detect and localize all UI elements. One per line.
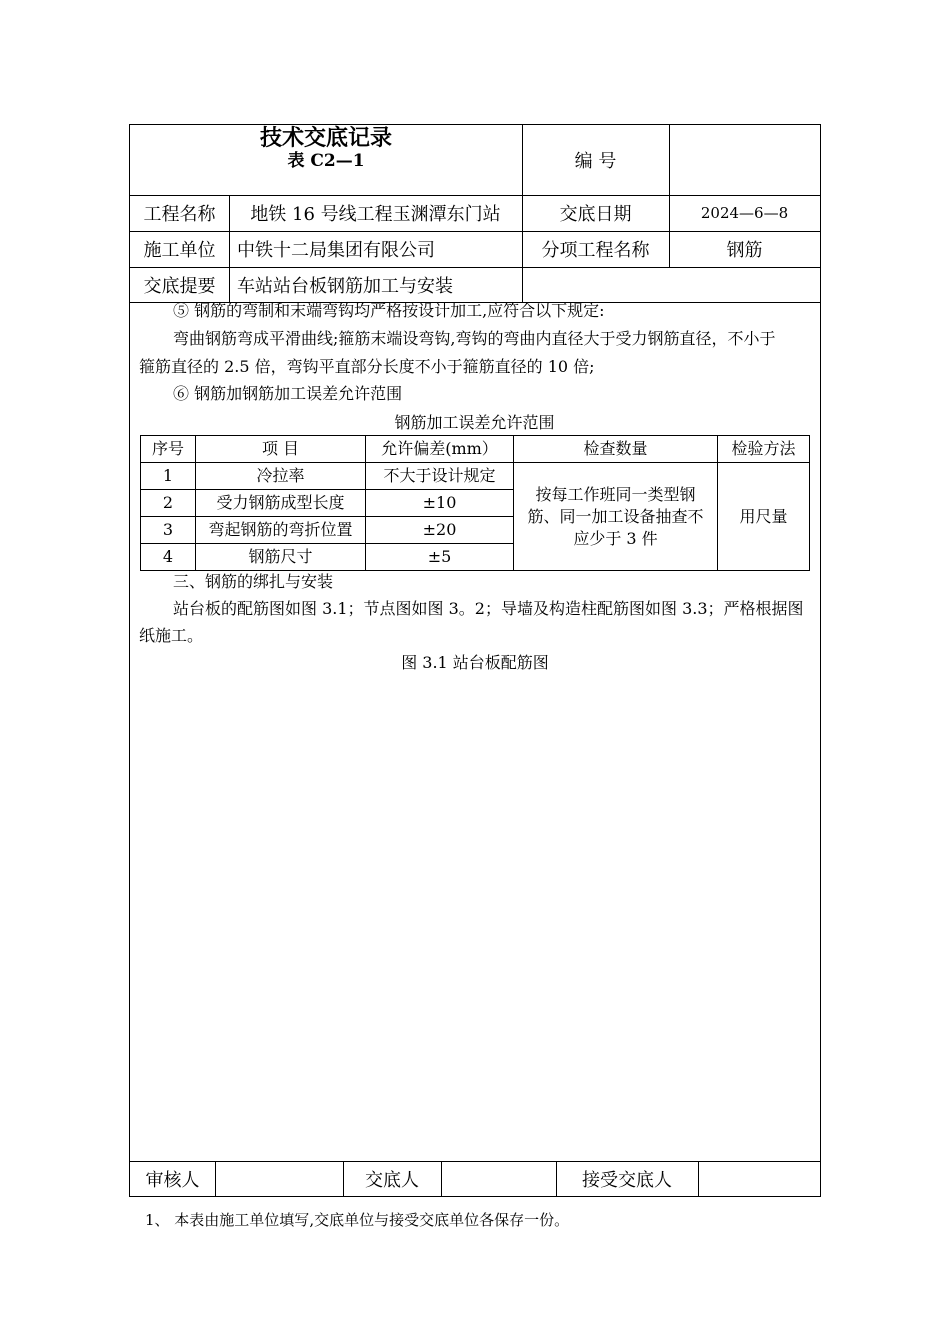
subproject-label: 分项工程名称 bbox=[541, 240, 650, 261]
date-label: 交底日期 bbox=[559, 204, 632, 225]
row-item: 冷拉率 bbox=[196, 463, 366, 490]
row-item: 受力钢筋成型长度 bbox=[196, 490, 366, 517]
summary-label: 交底提要 bbox=[143, 275, 216, 297]
date-value: 2024—6—8 bbox=[700, 204, 789, 222]
check-quantity: 按每工作班同一类型钢筋、同一加工设备抽查不应少于 3 件 bbox=[514, 463, 718, 571]
body-paragraph: ⑤ 钢筋的弯制和末端弯钩均严格按设计加工,应符合以下规定: bbox=[173, 301, 605, 320]
body-paragraph: 站台板的配筋图如图 3.1；节点图如图 3。2；导墙及构造柱配筋图如图 3.3；严格根据图 bbox=[173, 599, 804, 618]
summary-value: 车站站台板钢筋加工与安装 bbox=[237, 275, 453, 297]
footnote: 1、 本表由施工单位填写,交底单位与接受交底单位各保存一份。 bbox=[145, 1211, 570, 1229]
body-paragraph: 纸施工。 bbox=[139, 626, 204, 645]
discloser-value[interactable] bbox=[441, 1161, 556, 1197]
section-heading: 三、钢筋的绑扎与安装 bbox=[173, 572, 334, 591]
row-number: 3 bbox=[141, 517, 196, 544]
table-header: 检验方法 bbox=[718, 436, 810, 463]
table-header: 项 目 bbox=[196, 436, 366, 463]
project-label: 工程名称 bbox=[143, 204, 216, 225]
row-tolerance: 不大于设计规定 bbox=[366, 463, 514, 490]
form-number: 表 C2—1 bbox=[287, 151, 365, 171]
row-number: 2 bbox=[141, 490, 196, 517]
receiver-value[interactable] bbox=[698, 1161, 820, 1197]
row-item: 弯起钢筋的弯折位置 bbox=[196, 517, 366, 544]
row-item: 钢筋尺寸 bbox=[196, 544, 366, 571]
project-value: 地铁 16 号线工程玉渊潭东门站 bbox=[250, 204, 501, 225]
tolerance-table bbox=[140, 435, 810, 571]
table-row bbox=[141, 463, 810, 490]
discloser-label: 交底人 bbox=[365, 1170, 419, 1191]
body-paragraph: ⑥ 钢筋加钢筋加工误差允许范围 bbox=[173, 384, 403, 403]
unit-label: 施工单位 bbox=[143, 240, 216, 261]
body-paragraph: 箍筋直径的 2.5 倍，弯钩平直部分长度不小于箍筋直径的 10 倍; bbox=[139, 357, 595, 376]
row-number: 1 bbox=[141, 463, 196, 490]
number-value[interactable] bbox=[669, 125, 820, 195]
row-number: 4 bbox=[141, 544, 196, 571]
figure-caption: 图 3.1 站台板配筋图 bbox=[401, 653, 549, 672]
row-tolerance: ±10 bbox=[366, 490, 514, 517]
subproject-value: 钢筋 bbox=[726, 240, 763, 261]
form-title-block bbox=[130, 125, 522, 195]
table-header: 序号 bbox=[141, 436, 196, 463]
receiver-label: 接受交底人 bbox=[582, 1170, 672, 1191]
table-caption: 钢筋加工误差允许范围 bbox=[394, 413, 555, 432]
table-header: 检查数量 bbox=[514, 436, 718, 463]
inspection-method: 用尺量 bbox=[718, 463, 810, 571]
reviewer-label: 审核人 bbox=[145, 1170, 200, 1191]
form-title: 技术交底记录 bbox=[259, 125, 392, 151]
number-label: 编 号 bbox=[574, 151, 617, 172]
body-paragraph: 弯曲钢筋弯成平滑曲线;箍筋末端设弯钩,弯钩的弯曲内直径大于受力钢筋直径，不小于 bbox=[173, 329, 776, 348]
reviewer-value[interactable] bbox=[215, 1161, 343, 1197]
row-tolerance: ±20 bbox=[366, 517, 514, 544]
table-header: 允许偏差(mm） bbox=[366, 436, 514, 463]
row-tolerance: ±5 bbox=[366, 544, 514, 571]
table-header-row bbox=[141, 436, 810, 463]
unit-value: 中铁十二局集团有限公司 bbox=[237, 240, 435, 261]
